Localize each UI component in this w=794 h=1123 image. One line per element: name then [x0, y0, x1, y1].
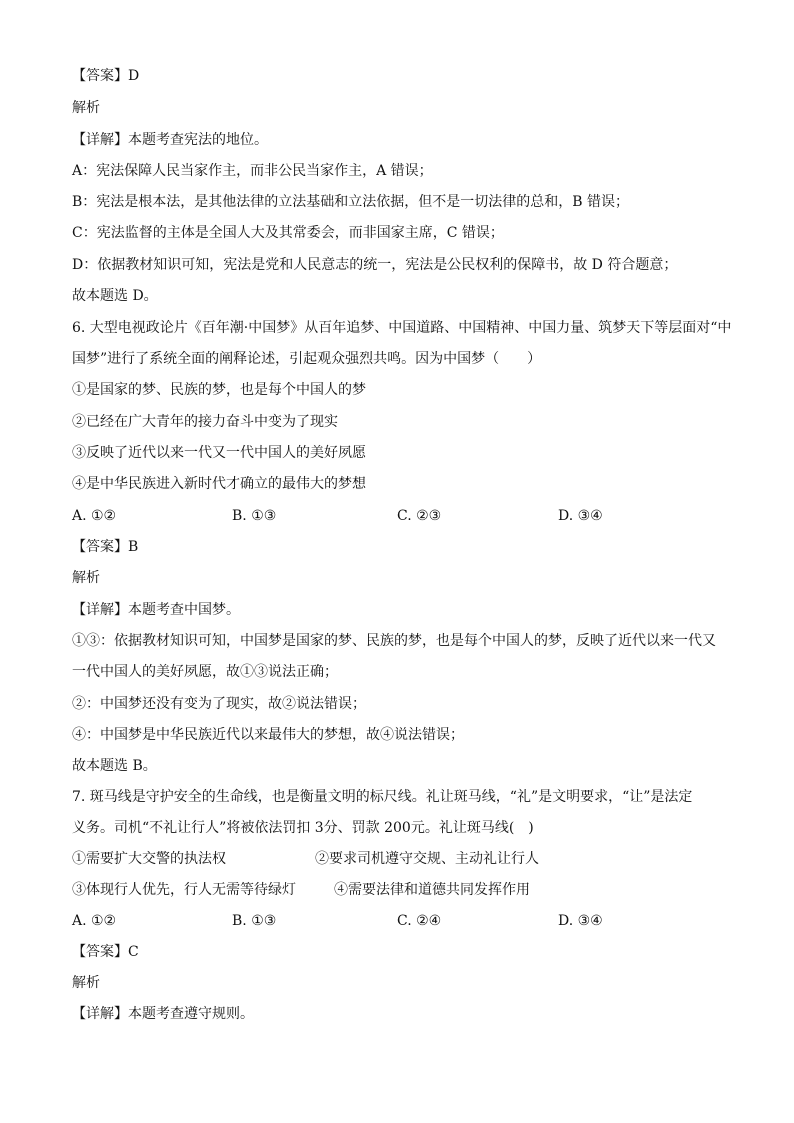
- question-7-options: [72, 911, 732, 931]
- question-6-statement-2: ②已经在广大青年的接力奋斗中变为了现实: [72, 414, 338, 430]
- conclusion-text: 故本题选 B。: [72, 758, 157, 774]
- question-7-statement-1: ①需要扩大交警的执法权: [72, 851, 226, 867]
- explanation-a: A：宪法保障人民当家作主，而非公民当家作主，A 错误；: [72, 163, 433, 179]
- answer-label: 【答案】B: [72, 539, 139, 555]
- option-c: C. ②③: [397, 508, 442, 524]
- option-a: A. ①②: [72, 913, 117, 929]
- analysis-label: 解析: [72, 975, 100, 991]
- explanation-line3: ②：中国梦还没有变为了现实，故②说法错误；: [72, 696, 366, 712]
- question-6-stem-line2: 国梦”进行了系统全面的阐释论述，引起观众强烈共鸣。因为中国梦（ ）: [72, 351, 542, 367]
- question-6-statement-1: ①是国家的梦、民族的梦，也是每个中国人的梦: [72, 382, 366, 398]
- question-6-stem-line1: 6. 大型电视政论片《百年潮·中国梦》从百年追梦、中国道路、中国精神、中国力量、筑梦天下等层面对“中: [72, 320, 732, 336]
- question-6-statement-4: ④是中华民族进入新时代才确立的最伟大的梦想: [72, 476, 366, 492]
- question-7-stem-line1: 7. 斑马线是守护安全的生命线，也是衡量文明的标尺线。礼让斑马线，“礼”是文明要求，“让”是法定: [72, 789, 693, 805]
- option-d: D. ③④: [558, 913, 603, 929]
- answer-label: 【答案】C: [72, 944, 139, 960]
- explanation-b: B：宪法是根本法，是其他法律的立法基础和立法依据，但不是一切法律的总和，B 错误；: [72, 194, 630, 210]
- question-7-stem-line2: 义务。司机“不礼让行人”将被依法罚扣 3分、罚款 200元。礼让斑马线( ): [72, 820, 534, 836]
- question-6-statement-3: ③反映了近代以来一代又一代中国人的美好夙愿: [72, 445, 366, 461]
- option-b: B. ①③: [232, 913, 277, 929]
- question-7-statement-2: ②要求司机遵守交规、主动礼让行人: [315, 851, 539, 867]
- analysis-label: 解析: [72, 570, 100, 586]
- detail-text: 【详解】本题考查遵守规则。: [72, 1006, 254, 1022]
- question-7-statement-4: ④需要法律和道德共同发挥作用: [334, 882, 530, 898]
- question-7-statement-3: ③体现行人优先，行人无需等待绿灯: [72, 882, 296, 898]
- question-6-options: [72, 506, 732, 526]
- question-7-statements-row1: [72, 849, 732, 869]
- explanation-line4: ④：中国梦是中华民族近代以来最伟大的梦想，故④说法错误；: [72, 727, 464, 743]
- detail-text: 【详解】本题考查中国梦。: [72, 602, 240, 618]
- option-c: C. ②④: [397, 913, 442, 929]
- explanation-d: D：依据教材知识可知，宪法是党和人民意志的统一，宪法是公民权利的保障书，故 D 符合题意；: [72, 257, 678, 273]
- explanation-line1: ①③：依据教材知识可知，中国梦是国家的梦、民族的梦，也是每个中国人的梦，反映了近代以来一代又: [72, 633, 716, 649]
- question-7-statements-row2: [72, 880, 732, 900]
- detail-text: 【详解】本题考查宪法的地位。: [72, 132, 268, 148]
- explanation-line2: 一代中国人的美好夙愿，故①③说法正确；: [72, 664, 338, 680]
- answer-label: 【答案】D: [72, 68, 140, 84]
- explanation-c: C：宪法监督的主体是全国人大及其常委会，而非国家主席，C 错误；: [72, 225, 504, 241]
- option-a: A. ①②: [72, 508, 117, 524]
- analysis-label: 解析: [72, 100, 100, 116]
- option-d: D. ③④: [558, 508, 603, 524]
- option-b: B. ①③: [232, 508, 277, 524]
- conclusion-text: 故本题选 D。: [72, 288, 158, 304]
